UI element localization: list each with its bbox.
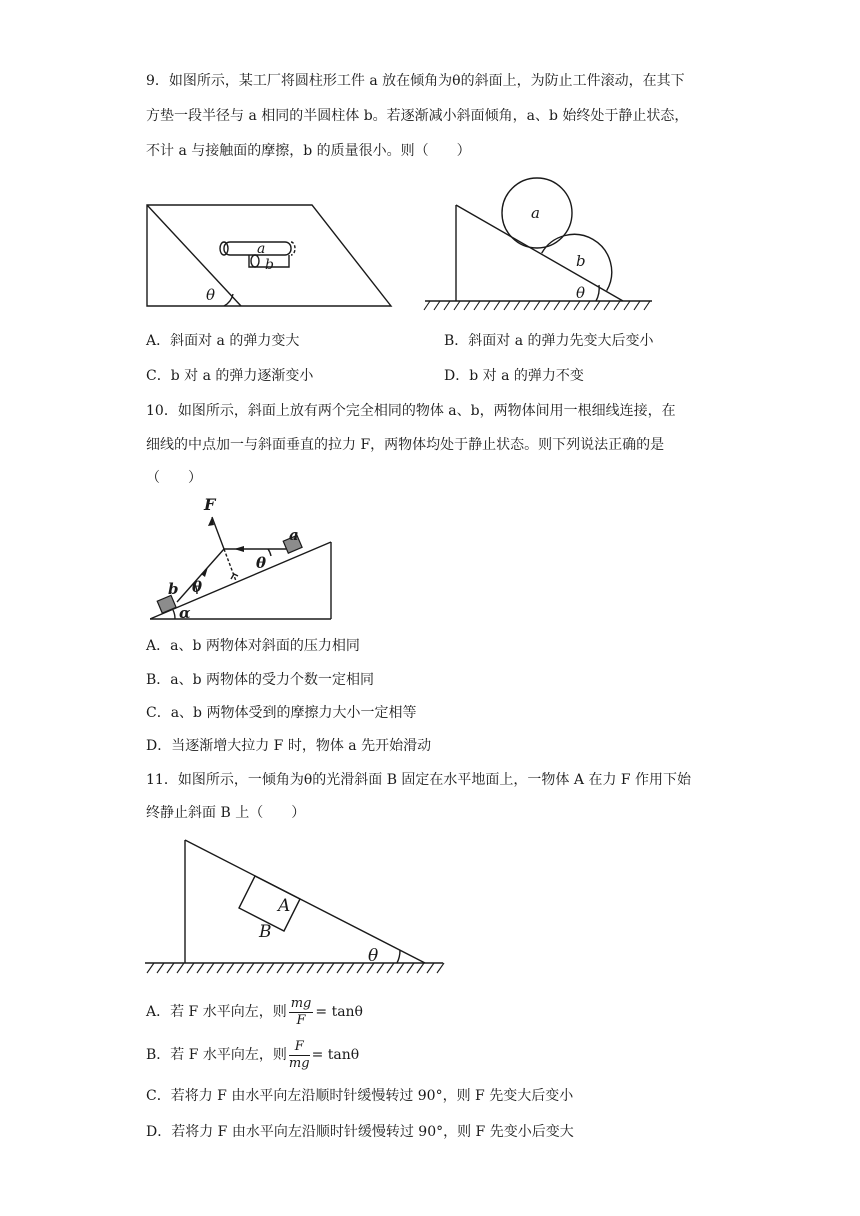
- q11-option-b-tail: = tanθ: [311, 1047, 360, 1063]
- q11-fig-label-theta: θ: [368, 946, 379, 966]
- q9-fig2-label-b: b: [576, 252, 586, 270]
- q11-option-a-fraction: [289, 996, 314, 1029]
- q9-option-b: B．斜面对 a 的弹力先变大后变小: [444, 333, 654, 349]
- q11-fig-label-A: A: [278, 896, 291, 916]
- q10-fig-label-a: a: [289, 526, 299, 544]
- q11-option-c: C．若将力 F 由水平向左沿顺时针缓慢转过 90°，则 F 先变大后变小: [146, 1088, 574, 1104]
- q9-option-d: D．b 对 a 的弹力不变: [444, 368, 584, 384]
- q11-option-a-denominator: F: [296, 1012, 306, 1028]
- q10-fig-label-theta-left: θ: [192, 578, 203, 596]
- q9-option-c: C．b 对 a 的弹力逐渐变小: [146, 368, 314, 384]
- q9-fig1-label-b: b: [265, 257, 274, 273]
- q10-option-a: A．a、b 两物体对斜面的压力相同: [146, 638, 360, 654]
- q11-stem-line-1: 11．如图所示，一倾角为θ的光滑斜面 B 固定在水平地面上，一物体 A 在力 F 作用下始: [146, 772, 692, 788]
- q10-option-b: B．a、b 两物体的受力个数一定相同: [146, 672, 375, 688]
- q10-stem-line-1: 10．如图所示，斜面上放有两个完全相同的物体 a、b，两物体间用一根细线连接，在: [146, 403, 676, 419]
- q10-stem-line-3: （ ）: [146, 470, 202, 486]
- q11-option-a-numerator: mg: [290, 995, 312, 1011]
- q11-option-d: D．若将力 F 由水平向左沿顺时针缓慢转过 90°，则 F 先变小后变大: [146, 1124, 574, 1140]
- q11-option-b-numerator: F: [289, 1039, 310, 1056]
- q9-fig2-label-a: a: [531, 204, 540, 222]
- q10-fig-label-alpha: α: [179, 604, 191, 622]
- q10-figure-incline-two-blocks: [150, 494, 340, 624]
- q9-stem-line-3: 不计 a 与接触面的摩擦，b 的质量很小。则（ ）: [146, 143, 471, 159]
- q11-option-b-fraction: [289, 1039, 310, 1072]
- q11-option-b-prefix: B．若 F 水平向左，则: [146, 1047, 287, 1063]
- q11-figure-incline-block: [142, 834, 447, 982]
- q11-option-b: [146, 1037, 359, 1073]
- q11-fig-label-B: B: [259, 922, 272, 942]
- q9-option-a: A．斜面对 a 的弹力变大: [146, 333, 300, 349]
- q10-stem-line-2: 细线的中点加一与斜面垂直的拉力 F，两物体均处于静止状态。则下列说法正确的是: [146, 437, 665, 453]
- q11-stem-line-2: 终静止斜面 B 上（ ）: [146, 805, 306, 821]
- q11-option-a-prefix: A．若 F 水平向左，则: [146, 1004, 287, 1020]
- q11-option-b-denominator: mg: [288, 1055, 310, 1071]
- q9-figure-incline-cylinders: [420, 172, 655, 314]
- q10-option-d: D．当逐渐增大拉力 F 时，物体 a 先开始滑动: [146, 738, 432, 754]
- q9-fig2-label-theta: θ: [576, 284, 586, 302]
- q9-fig1-label-a: a: [257, 241, 266, 257]
- q9-fig1-label-theta: θ: [206, 286, 216, 304]
- q11-option-a: [146, 994, 363, 1030]
- q11-option-a-tail: = tanθ: [315, 1004, 363, 1020]
- q9-stem-line-1: 9．如图所示，某工厂将圆柱形工件 a 放在倾角为θ的斜面上，为防止工件滚动，在其下: [146, 73, 685, 89]
- q10-fig-label-F: F: [204, 495, 216, 514]
- q9-figure-incline-perspective: [144, 202, 394, 310]
- q9-stem-line-2: 方垫一段半径与 a 相同的半圆柱体 b。若逐渐减小斜面倾角，a、b 始终处于静止状态，: [146, 108, 689, 124]
- q10-fig-label-theta-right: θ: [256, 554, 267, 572]
- q10-option-c: C．a、b 两物体受到的摩擦力大小一定相等: [146, 705, 417, 721]
- q10-fig-label-b: b: [168, 580, 179, 598]
